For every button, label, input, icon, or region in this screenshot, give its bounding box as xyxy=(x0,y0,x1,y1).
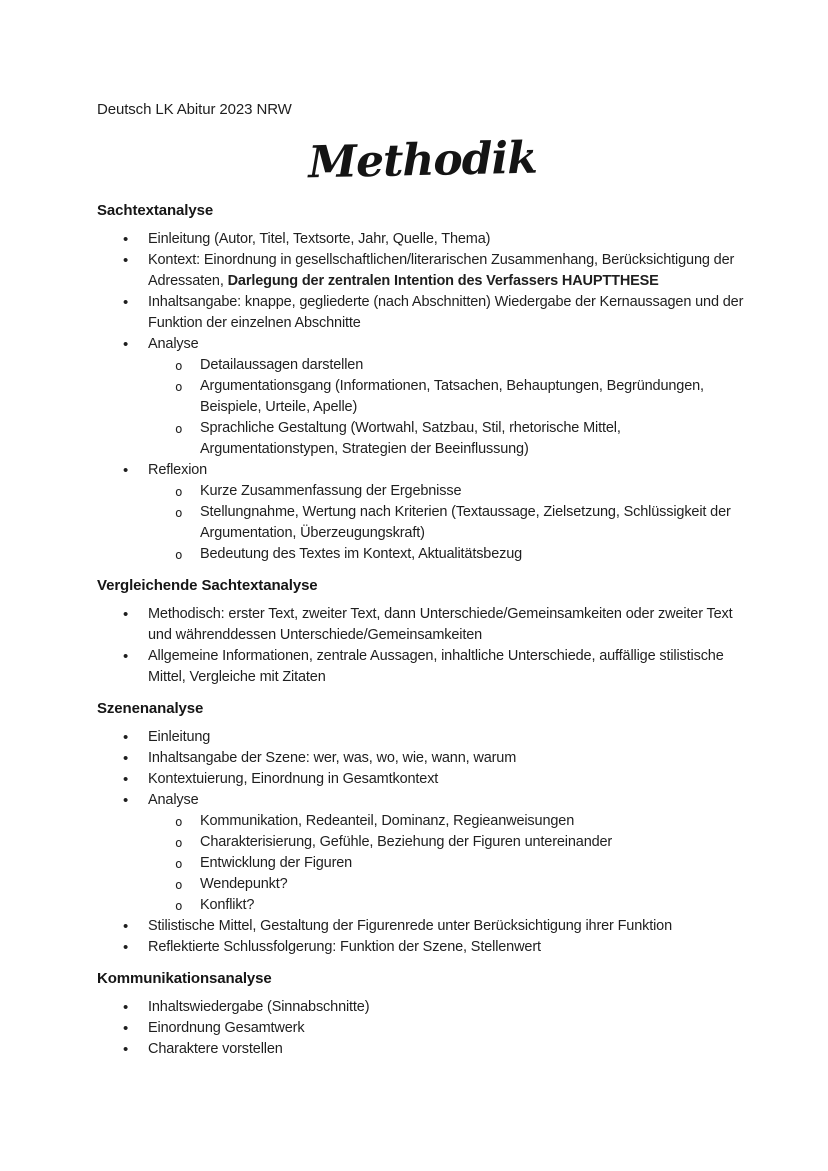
list-item xyxy=(97,1018,748,1039)
bullet-icon: • xyxy=(123,729,129,746)
bullet-icon: • xyxy=(123,750,129,767)
list-item-text: Sprachliche Gestaltung (Wortwahl, Satzbau, Stil, rhetorische Mittel, Argumentationstypen, Strategien der Beeinflussung) xyxy=(200,420,621,457)
list-item xyxy=(97,853,748,874)
list-item xyxy=(97,997,748,1018)
list-item-text: Reflexion xyxy=(148,462,208,478)
list-item-text: Detailaussagen darstellen xyxy=(200,357,364,373)
list-item-text: Wendepunkt? xyxy=(200,876,288,892)
bullet-list-kommunikationsanalyse xyxy=(97,997,748,1060)
list-item xyxy=(97,832,748,853)
list-item-text: Konflikt? xyxy=(200,897,255,913)
list-item xyxy=(97,418,748,460)
bullet-icon: • xyxy=(123,606,129,623)
bullet-icon: • xyxy=(123,336,129,353)
list-item xyxy=(97,916,748,937)
list-item-text xyxy=(148,252,734,289)
list-item xyxy=(97,727,748,748)
bullet-list-vergleichende-sachtextanalyse xyxy=(97,604,748,688)
circle-bullet-icon: o xyxy=(175,505,183,520)
section-heading-sachtextanalyse: Sachtextanalyse xyxy=(97,202,214,219)
list-item xyxy=(97,1039,748,1060)
circle-bullet-icon: o xyxy=(175,814,183,829)
list-item-text-bold: Darlegung der zentralen Intention des Verfassers HAUPTTHESE xyxy=(227,273,659,289)
list-item xyxy=(97,544,748,565)
bullet-list-sachtextanalyse xyxy=(97,229,748,565)
list-item xyxy=(97,811,748,832)
list-item-text: Einleitung xyxy=(148,729,211,745)
list-item xyxy=(97,502,748,544)
list-item-text: Stellungnahme, Wertung nach Kriterien (Textaussage, Zielsetzung, Schlüssigkeit der Argumentation, Überzeugungskraft) xyxy=(200,504,731,541)
circle-bullet-icon: o xyxy=(175,484,183,499)
list-item xyxy=(97,376,748,418)
bullet-icon: • xyxy=(123,939,129,956)
list-item-text: Kommunikation, Redeanteil, Dominanz, Regieanweisungen xyxy=(200,813,575,829)
list-item-text: Kurze Zusammenfassung der Ergebnisse xyxy=(200,483,462,499)
document-header: Deutsch LK Abitur 2023 NRW xyxy=(97,101,292,118)
list-item xyxy=(97,895,748,916)
bullet-icon: • xyxy=(123,999,129,1016)
section-heading-vergleichende-sachtextanalyse: Vergleichende Sachtextanalyse xyxy=(97,577,318,594)
list-item-text: Reflektierte Schlussfolgerung: Funktion der Szene, Stellenwert xyxy=(148,939,541,955)
list-item xyxy=(97,460,748,481)
circle-bullet-icon: o xyxy=(175,898,183,913)
bullet-icon: • xyxy=(123,294,129,311)
list-item-text: Charakterisierung, Gefühle, Beziehung der Figuren untereinander xyxy=(200,834,613,850)
list-item-text-normal: Kontext: Einordnung in gesellschaftlichen/literarischen Zusammenhang, Berücksichtigung der Adressaten, xyxy=(148,252,735,289)
list-item-text: Inhaltswiedergabe (Sinnabschnitte) xyxy=(148,999,370,1015)
list-item xyxy=(97,769,748,790)
list-item-text: Kontextuierung, Einordnung in Gesamtkontext xyxy=(148,771,439,787)
list-item xyxy=(97,250,748,292)
list-item-text: Bedeutung des Textes im Kontext, Aktualitätsbezug xyxy=(200,546,523,562)
section-heading-szenenanalyse: Szenenanalyse xyxy=(97,700,204,717)
list-item xyxy=(97,937,748,958)
circle-bullet-icon: o xyxy=(175,547,183,562)
bullet-list-szenenanalyse xyxy=(97,727,748,958)
list-item xyxy=(97,646,748,688)
bullet-icon: • xyxy=(123,462,129,479)
list-item xyxy=(97,334,748,355)
list-item-text: Inhaltsangabe der Szene: wer, was, wo, wie, wann, warum xyxy=(148,750,517,766)
list-item-text: Allgemeine Informationen, zentrale Aussagen, inhaltliche Unterschiede, auffällige stilistische Mittel, Vergleiche mit Zitaten xyxy=(148,648,724,685)
bullet-icon: • xyxy=(123,918,129,935)
list-item-text: Entwicklung der Figuren xyxy=(200,855,353,871)
list-item xyxy=(97,229,748,250)
list-item xyxy=(97,874,748,895)
list-item xyxy=(97,292,748,334)
circle-bullet-icon: o xyxy=(175,379,183,394)
section-heading-kommunikationsanalyse: Kommunikationsanalyse xyxy=(97,970,272,987)
document-title: Methodik xyxy=(307,132,538,189)
circle-bullet-icon: o xyxy=(175,358,183,373)
list-item-text: Inhaltsangabe: knappe, gegliederte (nach Abschnitten) Wiedergabe der Kernaussagen und der Funktion der einzelnen Abschnitte xyxy=(148,294,744,331)
bullet-icon: • xyxy=(123,792,129,809)
list-item xyxy=(97,604,748,646)
list-item xyxy=(97,481,748,502)
bullet-icon: • xyxy=(123,252,129,269)
list-item-text: Einleitung (Autor, Titel, Textsorte, Jahr, Quelle, Thema) xyxy=(148,231,491,247)
bullet-icon: • xyxy=(123,1041,129,1058)
bullet-icon: • xyxy=(123,1020,129,1037)
list-item-text: Analyse xyxy=(148,336,199,352)
list-item-text: Charaktere vorstellen xyxy=(148,1041,283,1057)
list-item xyxy=(97,355,748,376)
list-item-text: Argumentationsgang (Informationen, Tatsachen, Behauptungen, Begründungen, Beispiele, Urteile, Apelle) xyxy=(200,378,704,415)
list-item-text: Analyse xyxy=(148,792,199,808)
circle-bullet-icon: o xyxy=(175,421,183,436)
list-item-text: Stilistische Mittel, Gestaltung der Figurenrede unter Berücksichtigung ihrer Funktion xyxy=(148,918,673,934)
list-item xyxy=(97,748,748,769)
list-item-text: Einordnung Gesamtwerk xyxy=(148,1020,305,1036)
list-item-text: Methodisch: erster Text, zweiter Text, dann Unterschiede/Gemeinsamkeiten oder zweiter Text und währenddessen Unterschiede/Gemeinsamkeiten xyxy=(148,606,733,643)
bullet-icon: • xyxy=(123,231,129,248)
bullet-icon: • xyxy=(123,771,129,788)
circle-bullet-icon: o xyxy=(175,856,183,871)
circle-bullet-icon: o xyxy=(175,877,183,892)
circle-bullet-icon: o xyxy=(175,835,183,850)
bullet-icon: • xyxy=(123,648,129,665)
list-item xyxy=(97,790,748,811)
